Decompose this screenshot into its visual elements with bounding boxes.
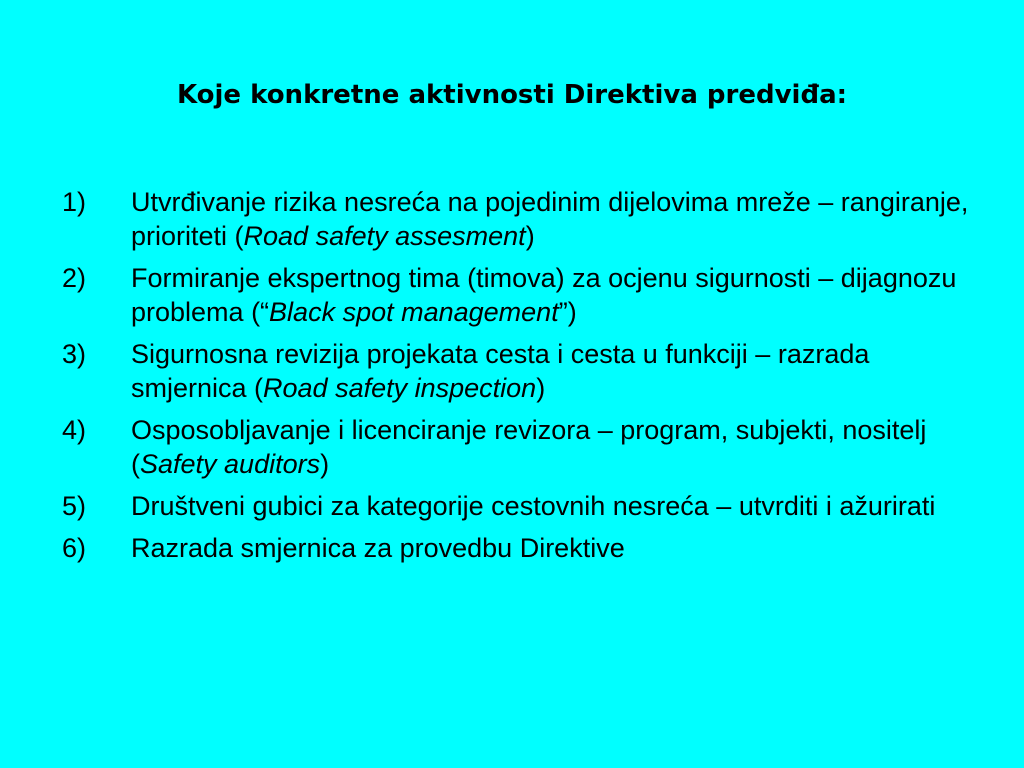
italic-term: Road safety assesment	[243, 221, 526, 251]
slide-title: Koje konkretne aktivnosti Direktiva predviđa:	[176, 80, 848, 110]
list-item-number: 5)	[62, 491, 87, 521]
text-segment: Osposobljavanje i licenciranje revizora – program, subjekti, nositelj (	[131, 415, 927, 479]
list-item-number: 4)	[62, 415, 87, 445]
italic-term: Road safety inspection	[263, 373, 537, 403]
list-item-number: 2)	[62, 263, 87, 293]
text-segment: )	[536, 373, 546, 403]
list-item	[62, 337, 992, 405]
list-item-text	[131, 261, 992, 329]
list-item	[62, 413, 992, 481]
list-item-number: 6)	[62, 533, 87, 563]
text-segment: Utvrđivanje rizika nesreća na pojedinim dijelovima mreže – rangiranje, prioriteti (	[131, 187, 969, 251]
numbered-list	[62, 185, 992, 573]
text-segment: )	[525, 221, 535, 251]
text-segment: )	[320, 449, 330, 479]
list-item-text	[131, 337, 992, 405]
text-segment: Sigurnosna revizija projekata cesta i cesta u funkciji – razrada smjernica (	[131, 339, 870, 403]
list-item	[62, 531, 992, 565]
text-segment: Razrada smjernica za provedbu Direktive	[131, 533, 625, 563]
italic-term: Black spot management	[269, 297, 559, 327]
list-item-number: 3)	[62, 339, 87, 369]
list-item-text	[131, 413, 992, 481]
italic-term: Safety auditors	[140, 449, 321, 479]
list-item	[62, 261, 992, 329]
list-item-text	[131, 489, 992, 523]
list-item-text	[131, 531, 992, 565]
text-segment: Društveni gubici za kategorije cestovnih nesreća – utvrditi i ažurirati	[131, 491, 936, 521]
list-item	[62, 185, 992, 253]
text-segment: Formiranje ekspertnog tima (timova) za ocjenu sigurnosti – dijagnozu problema (“	[131, 263, 957, 327]
text-segment: ”)	[558, 297, 577, 327]
list-item	[62, 489, 992, 523]
list-item-number: 1)	[62, 187, 87, 217]
list-item-text	[131, 185, 992, 253]
